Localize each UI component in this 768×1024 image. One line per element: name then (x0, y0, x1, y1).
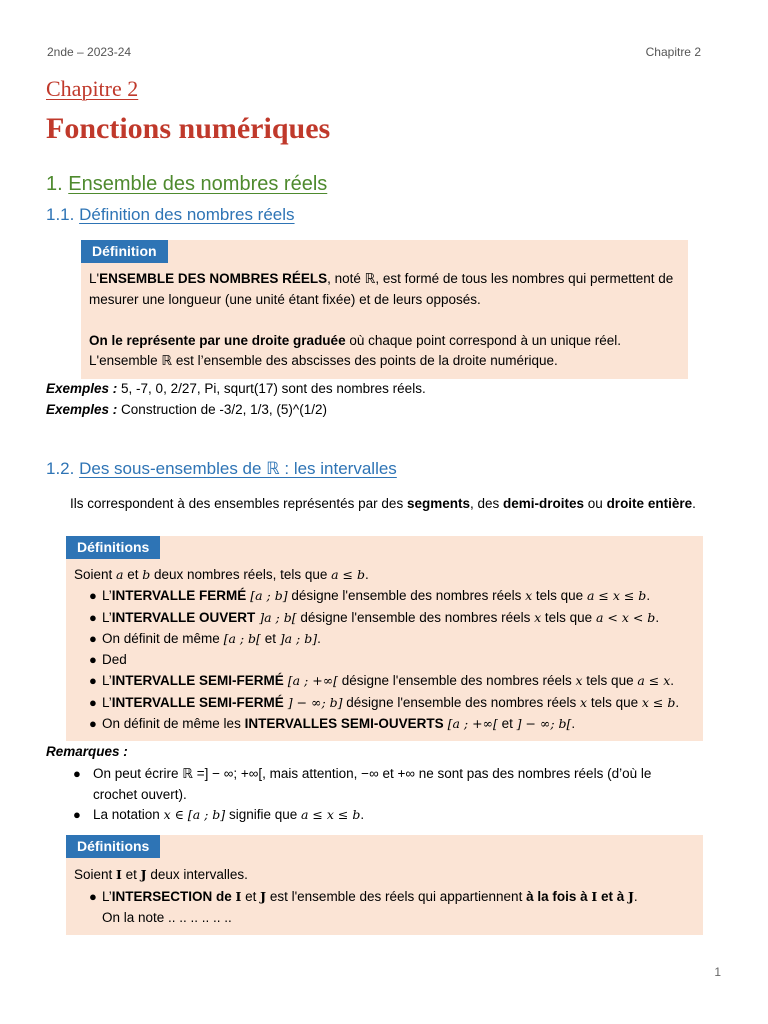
definitions-intro: Soient a et b deux nombres réels, tels que a ≤ b. (74, 567, 369, 582)
examples-line-2: Exemples : Construction de -3/2, 1/3, (5)^(1/2) (46, 402, 327, 417)
page-title: Fonctions numériques (46, 112, 331, 145)
remark-1-line-1: On peut écrire ℝ =] − ∞; +∞[, mais attention, −∞ et +∞ ne sont pas des nombres réels (d’où le (93, 766, 652, 781)
bullet-icon: ● (89, 652, 97, 667)
section-1-2-number: 1.2. (46, 459, 75, 478)
bullet-icon: ● (73, 766, 81, 781)
definition-line-3: On le représente par une droite graduée où chaque point correspond à un unique réel. (89, 333, 622, 348)
definition-line-1: L'ENSEMBLE DES NOMBRES RÉELS, noté ℝ, est formé de tous les nombres qui permettent de (89, 271, 674, 286)
remark-1-line-2: crochet ouvert). (93, 787, 187, 802)
intersection-note: On la note .. .. .. .. .. .. (102, 910, 232, 925)
section-1-2-heading (46, 459, 397, 479)
intersection-definition: L’INTERSECTION de I et J est l'ensemble des réels qui appartiennent à la fois à I et à J. (102, 889, 638, 904)
chapter-label: Chapitre 2 (46, 76, 139, 101)
section-1-title: Ensemble des nombres réels (68, 173, 328, 195)
ded-item: Ded (102, 652, 127, 667)
section-1-2-title: Des sous-ensembles de ℝ : les intervalles (79, 459, 397, 478)
interval-mixed-item: On définit de même [a ; b[ et ]a ; b]. (102, 631, 321, 646)
definition-line-4: L'ensemble ℝ est l’ensemble des abscisses des points de la droite numérique. (89, 353, 558, 368)
bullet-icon: ● (89, 716, 97, 731)
interval-semi-open-item: On définit de même les INTERVALLES SEMI-OUVERTS [a ; +∞[ et ] − ∞; b[. (102, 716, 576, 731)
remark-2: La notation x ∈ [a ; b] signifie que a ≤ x ≤ b. (93, 807, 365, 822)
definitions-tag: Définitions (66, 835, 160, 858)
definition-tag: Définition (81, 240, 168, 263)
interval-semi-closed-item-2: L’INTERVALLE SEMI-FERMÉ ] − ∞; b] désigne l'ensemble des nombres réels x tels que x ≤ b. (102, 695, 680, 710)
interval-semi-closed-item-1: L’INTERVALLE SEMI-FERMÉ [a ; +∞[ désigne l'ensemble des nombres réels x tels que a ≤ x. (102, 673, 675, 688)
header-left: 2nde – 2023-24 (47, 45, 132, 59)
section-1-1-heading (46, 205, 295, 225)
intro-paragraph: Ils correspondent à des ensembles représentés par des segments, des demi-droites ou droite entière. (70, 496, 696, 511)
intersection-intro: Soient I et J deux intervalles. (74, 867, 248, 882)
definition-line-2: mesurer une longueur (une unité étant fixée) et de leurs opposés. (89, 292, 481, 307)
section-1-1-number: 1.1. (46, 205, 75, 224)
interval-open-item: L’INTERVALLE OUVERT ]a ; b[ désigne l'ensemble des nombres réels x tels que a < x < b. (102, 610, 660, 625)
definitions-tag: Définitions (66, 536, 160, 559)
remarks-label: Remarques : (46, 744, 128, 759)
bullet-icon: ● (89, 610, 97, 625)
section-1-number: 1. (46, 173, 63, 195)
bullet-icon: ● (89, 673, 97, 688)
header-right: Chapitre 2 (645, 45, 701, 59)
section-1-1-title: Définition des nombres réels (79, 205, 295, 224)
bullet-icon: ● (89, 889, 97, 904)
bullet-icon: ● (89, 588, 97, 603)
section-1-heading (46, 173, 327, 196)
bullet-icon: ● (89, 695, 97, 710)
bullet-icon: ● (89, 631, 97, 646)
interval-closed-item: L’INTERVALLE FERMÉ [a ; b] désigne l'ensemble des nombres réels x tels que a ≤ x ≤ b. (102, 588, 651, 603)
examples-line-1: Exemples : 5, -7, 0, 2/27, Pi, squrt(17) sont des nombres réels. (46, 381, 426, 396)
bullet-icon: ● (73, 807, 81, 822)
page-number: 1 (714, 965, 721, 979)
